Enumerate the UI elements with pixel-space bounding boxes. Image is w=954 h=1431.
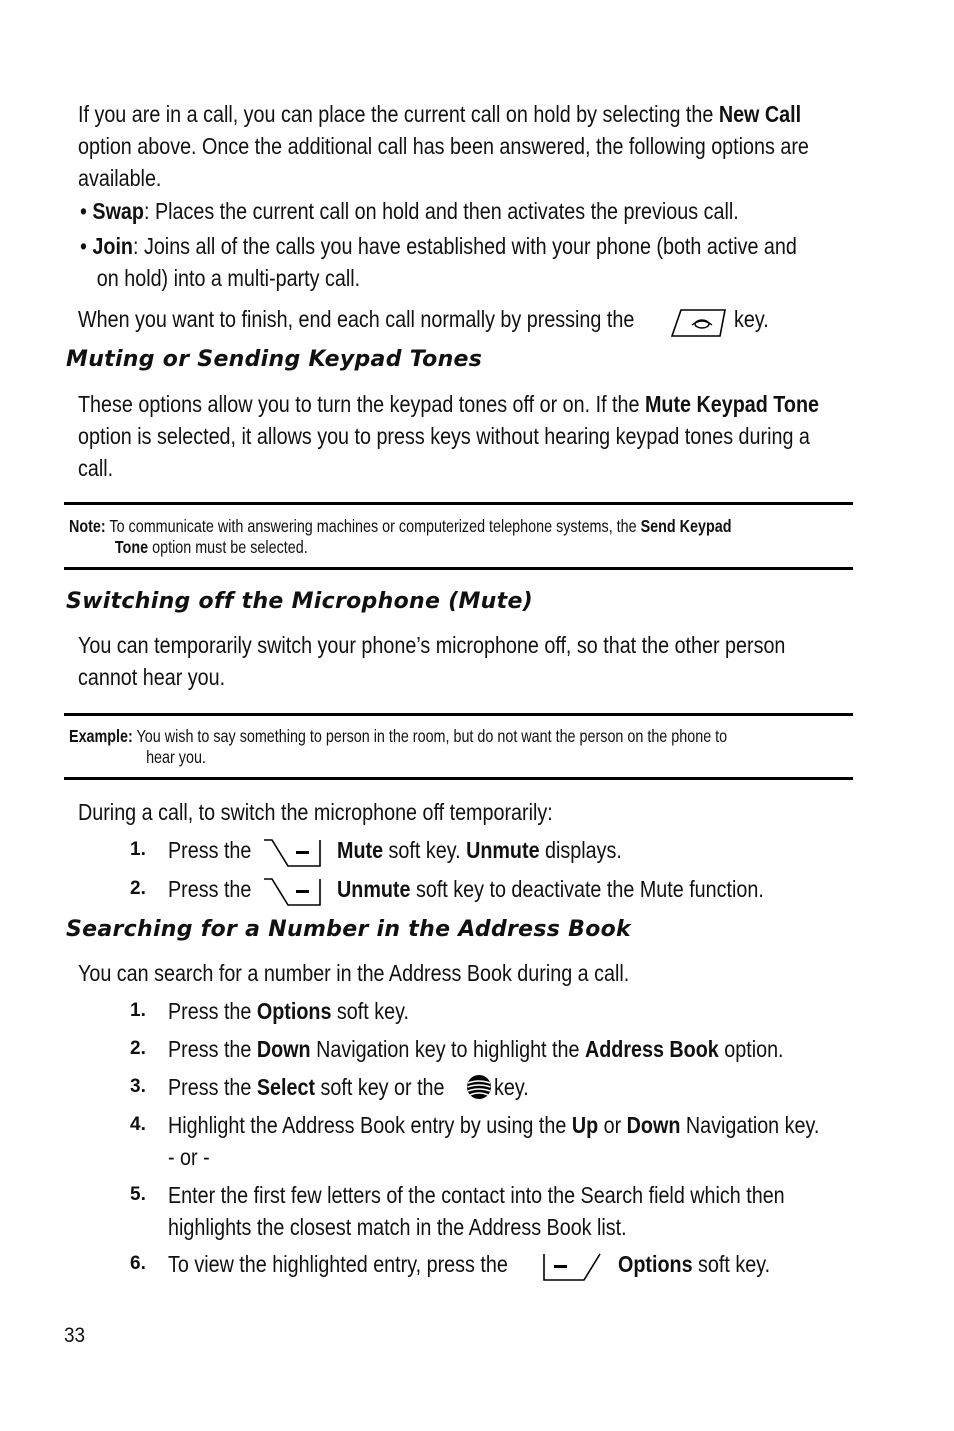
section-heading-mute: Switching off the Microphone (Mute): [66, 589, 534, 614]
note-box: Note: To communicate with answering machines or computerized telephone systems, the Send Keypad Tone option must be selected.: [69, 516, 732, 557]
right-soft-key-icon: [262, 837, 324, 874]
section-heading-address-book: Searching for a Number in the Address Book: [66, 917, 631, 942]
mute-steps-intro: During a call, to switch the microphone off temporarily:: [78, 799, 553, 825]
mute-step-2-rest: Unmute soft key to deactivate the Mute function.: [337, 876, 764, 902]
search-step-3-rest: key.: [494, 1074, 529, 1100]
note-top-rule: [64, 502, 853, 505]
note-bottom-rule: [64, 567, 853, 570]
search-step-6-rest: Options soft key.: [618, 1251, 771, 1277]
finish-key-word: key.: [734, 306, 769, 332]
mute-step-1-rest: Mute soft key. Unmute displays.: [337, 837, 622, 863]
example-top-rule: [64, 713, 853, 716]
keypad-tones-paragraph: These options allow you to turn the keypad tones off or on. If the Mute Keypad Tone option is selected, it allows you to press keys without hearing keypad tones during a call.: [78, 391, 819, 481]
finish-paragraph: When you want to finish, end each call normally by pressing the: [78, 306, 635, 332]
example-bottom-rule: [64, 777, 853, 780]
intro-paragraph: If you are in a call, you can place the current call on hold by selecting the New Call option above. Once the additional call has been answered, the following options are available.: [78, 101, 809, 191]
section-heading-keypad-tones: Muting or Sending Keypad Tones: [66, 347, 483, 372]
example-box: Example: You wish to say something to person in the room, but do not want the person on the phone to hear you.: [69, 726, 728, 767]
page-number: 33: [64, 1324, 86, 1347]
address-book-intro: You can search for a number in the Address Book during a call.: [78, 960, 630, 986]
bullet-swap: • Swap: Places the current call on hold and then activates the previous call.: [80, 198, 739, 224]
att-globe-key-icon: [465, 1073, 493, 1106]
right-soft-key-icon: [262, 876, 324, 913]
bullet-join: • Join: Joins all of the calls you have established with your phone (both active and on hold) into a multi-party call.: [80, 233, 797, 291]
mute-paragraph: You can temporarily switch your phone’s microphone off, so that the other person cannot hear you.: [78, 632, 786, 690]
left-soft-key-icon: [540, 1251, 604, 1288]
end-key-icon: [669, 307, 727, 344]
